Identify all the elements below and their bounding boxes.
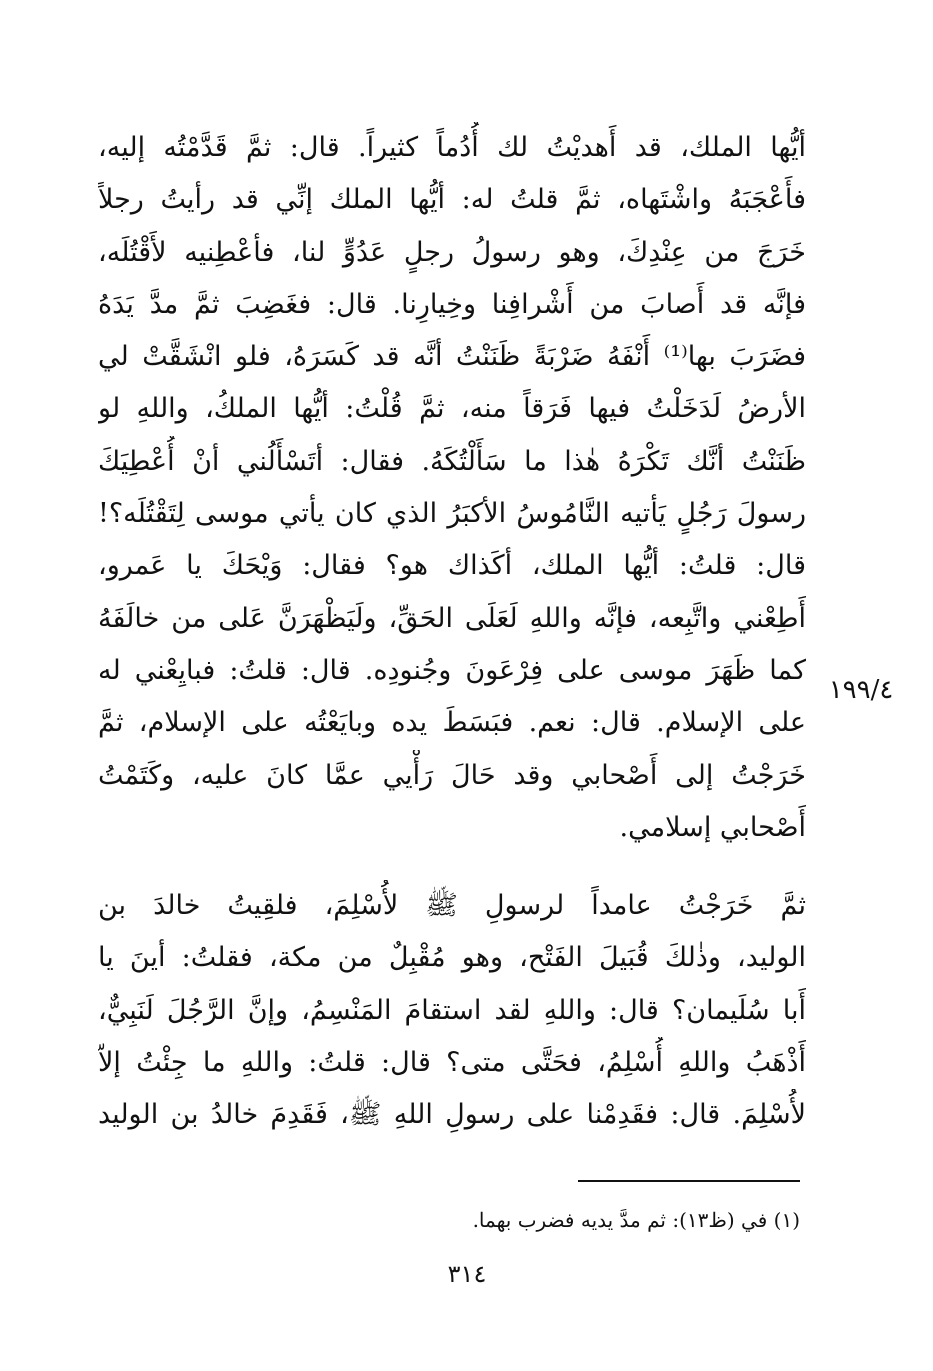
text-line: أَبا سُلَيمان؟ قال: واللهِ لقد استقامَ المَنْسِمُ، وإنَّ الرَّجُلَ لَنَبِيٌّ، <box>98 994 806 1026</box>
paragraph-1 <box>98 122 806 854</box>
text-line: فإنَّه قد أَصابَ من أَشْرافِنا وخِيارِنا. قال: فغَضِبَ ثمَّ مدَّ يَدَهُ <box>98 288 806 320</box>
text-line: فضَرَبَ بها⁽¹⁾ أَنْفَهُ ضَرْبَةً ظَنَنْتُ أنَّه قد كَسَرَهُ، فلو انْشَقَّتْ لي <box>98 341 806 373</box>
text-line: أيُّها الملك، قد أَهديْتُ لك أُدُماً كثيراً. قال: ثمَّ قَدَّمْتُه إليه، <box>98 132 806 163</box>
text-line: رسولَ رَجُلٍ يَأتيه النَّامُوسُ الأكبَرُ الذي كان يأتي موسى لِتَقْتُلَه؟! <box>98 498 806 530</box>
text-line: الوليد، وذٰلكَ قُبَيلَ الفَتْح، وهو مُقْبِلٌ من مكة، فقلتُ: أينَ يا <box>98 942 806 974</box>
text-line: أَصْحابي إسلامي. <box>619 811 806 843</box>
text-line: خَرَجَ من عِنْدِكَ، وهو رسولُ رجلٍ عَدُوٍّ لنا، فأعْطِنيه لأَقْتُلَه، <box>98 236 806 268</box>
margin-reference: ١٩٩/٤ <box>828 675 894 705</box>
text-line: خَرَجْتُ إلى أَصْحابي وقد حَالَ رَأْيي عمَّا كانَ عليه، وكَتَمْتُ <box>98 759 806 791</box>
text-line: أَذْهَبُ واللهِ أُسْلِمُ، فحَتَّى متى؟ قال: قلتُ: واللهِ ما جِئْتُ إلاّ <box>98 1046 806 1078</box>
footnote: (١) في (ظ١٣): ثم مدَّ يديه فضرب بهما. <box>472 1208 800 1232</box>
text-line: قال: قلتُ: أيُّها الملك، أكَذاك هو؟ فقال: وَيْحَكَ يا عَمرو، <box>98 550 806 582</box>
text-line: فأَعْجَبَهُ واشْتَهاه، ثمَّ قلتُ له: أيُّها الملك إنِّي قد رأيتُ رجلاً <box>98 184 806 216</box>
text-line: ظَنَنْتُ أنَّك تَكْرَهُ هٰذا ما سَأَلْتُكَهُ. فقال: أتَسْأَلُني أنْ أُعْطِيَكَ <box>98 445 806 477</box>
text-line: الأرضُ لَدَخَلْتُ فيها فَرَقاً منه، ثمَّ قُلْتُ: أيُّها الملكُ، واللهِ لو <box>98 393 806 425</box>
footnote-divider <box>578 1180 800 1182</box>
text-line: ثمَّ خَرَجْتُ عامداً لرسولِ ﷺ لأُسْلِمَ، فلقِيتُ خالدَ بن <box>98 890 806 921</box>
text-line: كما ظَهَرَ موسى على فِرْعَونَ وجُنودِه. قال: قلتُ: فبايِعْني له <box>98 654 806 686</box>
text-line: أَطِعْني واتَّبِعه، فإنَّه واللهِ لَعَلَى الحَقِّ، ولَيَظْهَرَنَّ عَلى من خالَفَهُ <box>98 602 806 634</box>
page-number: ٣١٤ <box>447 1260 487 1288</box>
text-line: على الإسلام. قال: نعم. فبَسَطَ يده وبايَعْتُه على الإسلام، ثمَّ <box>98 707 806 739</box>
text-line: لأُسْلِمَ. قال: فقَدِمْنا على رسولِ اللهِ ﷺ، فَقَدِمَ خالدُ بن الوليد <box>98 1099 806 1131</box>
paragraph-2 <box>98 880 806 1141</box>
